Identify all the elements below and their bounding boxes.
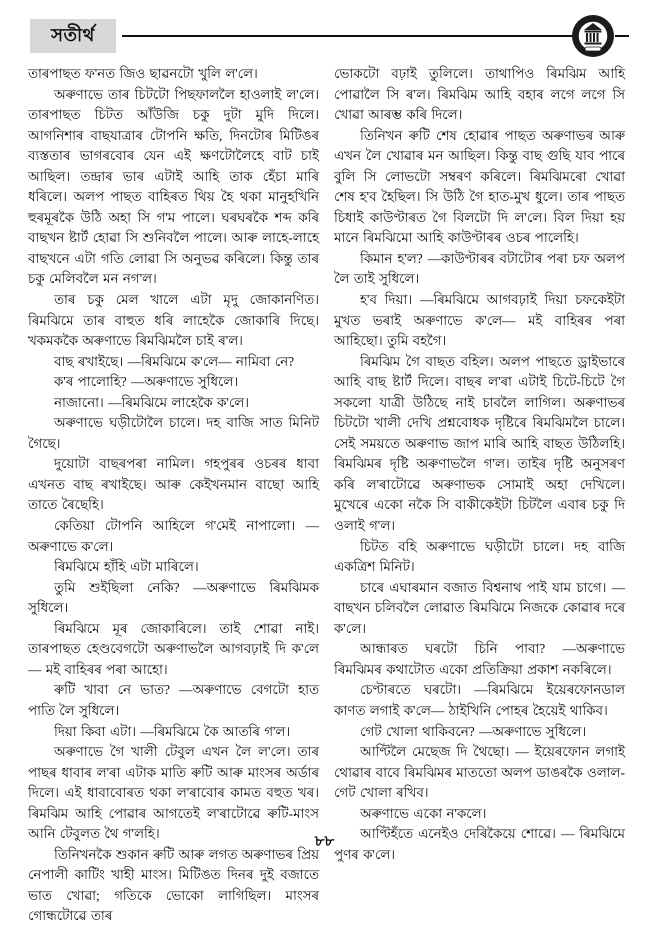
paragraph: নাজানো। —ৰিমঝিমে লাহেকৈ ক'লে। [54, 394, 250, 410]
paragraph: চেণ্টাৰতে ঘৰটো। —ৰিমঝিমে ইয়েৰফোনডাল কাণত লগাই ক'লে— ঠাইখিনি পোহৰ হৈয়েই থাকিব। [334, 682, 625, 718]
paragraph: দুয়োটা বাছৰপৰা নামিল। গহপুৰৰ ওচৰৰ ধাবা এখনত বাছ ৰখাইছে। আৰু কেইখনমান বাছো আহি তাতে ৰৈছেহি। [28, 456, 319, 513]
publisher-seal-graphic [571, 14, 615, 58]
column-right [334, 64, 625, 927]
running-title-box [30, 19, 116, 53]
paragraph: ৰিমঝিমে হাঁহি এটা মাৰিলে। [54, 559, 199, 575]
paragraph: ৰিমঝিমে মূৰ জোকাৰিলে। তাই শোৱা নাই। তাৰপাছত হেণ্ডবেগটো অৰুণাভলৈ আগবঢ়াই দি ক'লে— মই বাহিৰৰ পৰা আহো। [28, 620, 319, 677]
paragraph: আণ্টিহঁতে এনেইও দেৰিকৈয়ে শোৱে। — ৰিমঝিমে পুণৰ ক'লে। [334, 826, 625, 862]
page-title: সতীৰ্থ [51, 24, 95, 45]
paragraph: আণ্টিলৈ মেছেজ দি থৈছো। — ইয়েৰফোন লগাই থোৱাৰ বাবে ৰিমঝিমৰ মাততো অলপ ডাঙৰকৈ ওলাল-গেট খোলা ৰখিব। [334, 744, 625, 801]
paragraph: অৰুণাভে ঘড়ীটোলৈ চালে। দহ বাজি সাত মিনিট গৈছে। [28, 415, 319, 451]
paragraph: হ'ব দিয়া। —ৰিমঝিমে আগবঢ়াই দিয়া চফকেইটা মুখত ভৰাই অৰুণাভে ক'লে— মই বাহিৰৰ পৰা আহিছো। তুমি বহগৈ। [334, 292, 625, 349]
paragraph: অৰুণাভে একো ন'কলে। [360, 805, 487, 821]
paragraph: ক'ৰ পালোহি? —অৰুণাভে সুধিলে। [54, 374, 239, 390]
publisher-seal-icon [571, 14, 615, 58]
header-rule-end [615, 35, 629, 37]
book-page [0, 14, 649, 927]
paragraph: তাৰ চকু মেল খালে এটা মৃদু জোকানণিত। ৰিমঝিমে তাৰ বাহুত ধৰি লাহেকৈ জোকাৰি দিছে। খকমককৈ অৰুণাভে ৰিমঝিমলৈ চাই ৰ'ল। [28, 292, 319, 349]
text-columns [28, 64, 625, 927]
paragraph: আন্ধাৰত ঘৰটো চিনি পাবা? —অৰুণাভে ৰিমঝিমৰ কথাটোত একো প্ৰতিক্ৰিয়া প্ৰকাশ নকৰিলে। [334, 641, 625, 677]
paragraph: গেট খোলা থাকিবনে? —অৰুণাভে সুধিলে। [360, 723, 587, 739]
paragraph: অৰুণাভে তাৰ চিটটো পিছফাললৈ হাওলাই ল'লে। তাৰপাছত চিটত আঁউজি চকু দুটা মুদি দিলে। আগনিশাৰ বাছযাত্ৰাৰ টোপনি ক্ষতি, দিনটোৰ মিটিঙৰ ব্যস্ততাৰ ভাগৰবোৰ যেন এই ক্ষণটোলৈহে বাট চাই আছিল। তন্দ্ৰাৰ ভাৰ এটাই আহি তাক হেঁচা মাৰি ধৰিলে। অলপ পাছত বাহিৰত থিয় হৈ থকা মানুহখিনি হুৰমূৰকৈ উঠি অহা সি গ'ম পালে। ঘৰঘৰকৈ শব্দ কৰি বাছখন ষ্টাৰ্ট হোৱা সি শুনিবলৈ পালে। আৰু লাহে-লাহে বাছখনে এটা গতি লোৱা সি অনুভৱ কৰিলে। কিন্তু তাৰ চকু মেলিবলৈ মন নগ'ল। [28, 86, 319, 287]
paragraph: কিমান হ'ল? —কাউণ্টাৰৰ বটাটোৰ পৰা চফ অলপ লৈ তাই সুধিলে। [334, 250, 625, 287]
page-number: ৮৮ [314, 834, 335, 850]
paragraph: কেতিয়া টোপনি আহিলে গ'মেই নাপালো। —অৰুণাভে ক'লে। [28, 518, 319, 554]
paragraph: চাৰে এঘাৰমান বজাত বিশ্বনাথ পাই যাম চাগে। — বাছখন চলিবলৈ লোৱাত ৰিমঝিমে নিজকে কোৱাৰ দৰে ক'লে। [334, 579, 625, 636]
header-rule [122, 35, 573, 37]
paragraph: অৰুণাভে গৈ খালী টেবুল এখন লৈ ল'লে। তাৰ পাছৰ ধাবাৰ ল'ৰা এটাক মাতি ৰুটি আৰু মাংসৰ অৰ্ডাৰ দিলে। এই ধাবাবোৰত থকা ল'ৰাবোৰ কামত বহুত খৰ। ৰিমঝিম আহি পোৱাৰ আগতেই ল'ৰাটোৱে ৰুটি-মাংস আনি টেবুলত থৈ গ'লহি। [28, 744, 319, 842]
paragraph: ৰুটি খাবা নে ভাত? —অৰুণাভে বেগটো হাত পাতি লৈ সুধিলে। [28, 682, 319, 718]
paragraph: ৰিমঝিম গৈ বাছত বহিল। অলপ পাছতে ড্ৰাইভাৰে আহি বাছ ষ্টাৰ্ট দিলে। বাছৰ ল'ৰা এটাই চিটে-চিটে গৈ সকলো যাত্ৰী উঠিছে নাই চাবলৈ লাগিল। অৰুণাভৰ চিটটো খালী দেখি প্ৰশ্নবোধক দৃষ্টিৰে ৰিমঝিমলৈ চালে। সেই সময়তে অৰুণাভ জাপ মাৰি আহি বাছত উঠিলহি। ৰিমঝিমৰ দৃষ্টি অৰুণাভলৈ গ'ল। তাইৰ দৃষ্টি অনুসৰণ কৰি ল'ৰাটোৱে অৰুণাভক সোমাই অহা দেখিলে। মুখেৰে একো নকৈ সি বাকীকেইটা চিটলৈ এবাৰ চকু দি ওলাই গ'ল। [334, 353, 625, 534]
paragraph: বাছ ৰখাইছে। —ৰিমঝিমে ক'লে— নামিবা নে? [54, 353, 295, 369]
paragraph: তিনিখনকৈ শুকান ৰুটি আৰু লগত অৰুণাভৰ প্ৰিয় নেপালী কাটিং খাহী মাংস। মিটিঙত দিনৰ দুই বজাতে ভাত খোৱা; গতিকে ভোকো লাগিছিল। মাংসৰ গোন্ধটোৱে তাৰ [28, 846, 319, 924]
paragraph: তিনিখন ৰুটি শেষ হোৱাৰ পাছত অৰুণাভৰ আৰু এখন লৈ খোৱাৰ মন আছিল। কিন্তু বাছ গুছি যাব পাৰে বুলি সি লোভটো সম্বৰণ কৰিলে। ৰিমঝিমৰো খোৱা শেষ হ'ব হৈছিল। সি উঠি গৈ হাত-মুখ ধুলে। তাৰ পাছত চিধাই কাউণ্টাৰত গৈ বিলটো দি ল'লে। বিল দিয়া হয় মানে ৰিমঝিমো আহি কাউণ্টাৰৰ ওচৰ পালেহি। [334, 127, 625, 246]
paragraph: চিটত বহি অৰুণাভে ঘড়ীটো চালে। দহ বাজি একত্ৰিশ মিনিট। [334, 538, 625, 575]
paragraph: ভোকটো বঢ়াই তুলিলে। তাথাপিও ৰিমঝিম আহি পোৱালৈ সি ৰ'ল। ৰিমঝিম আহি বহাৰ লগে লগে সি খোৱা আৰম্ভ কৰি দিলে। [334, 66, 625, 123]
paragraph: তাৰপাছত ফ'নত জিও ছাৱনটো খুলি ল'লে। [28, 66, 258, 81]
page-footer [0, 830, 649, 855]
paragraph: তুমি শুইছিলা নেকি? —অৰুণাভে ৰিমঝিমক সুধিলে। [28, 579, 319, 616]
paragraph: দিয়া কিবা এটা। —ৰিমঝিমে কৈ আতৰি গ'ল। [54, 723, 291, 739]
column-left [28, 64, 319, 927]
page-header [30, 14, 629, 58]
